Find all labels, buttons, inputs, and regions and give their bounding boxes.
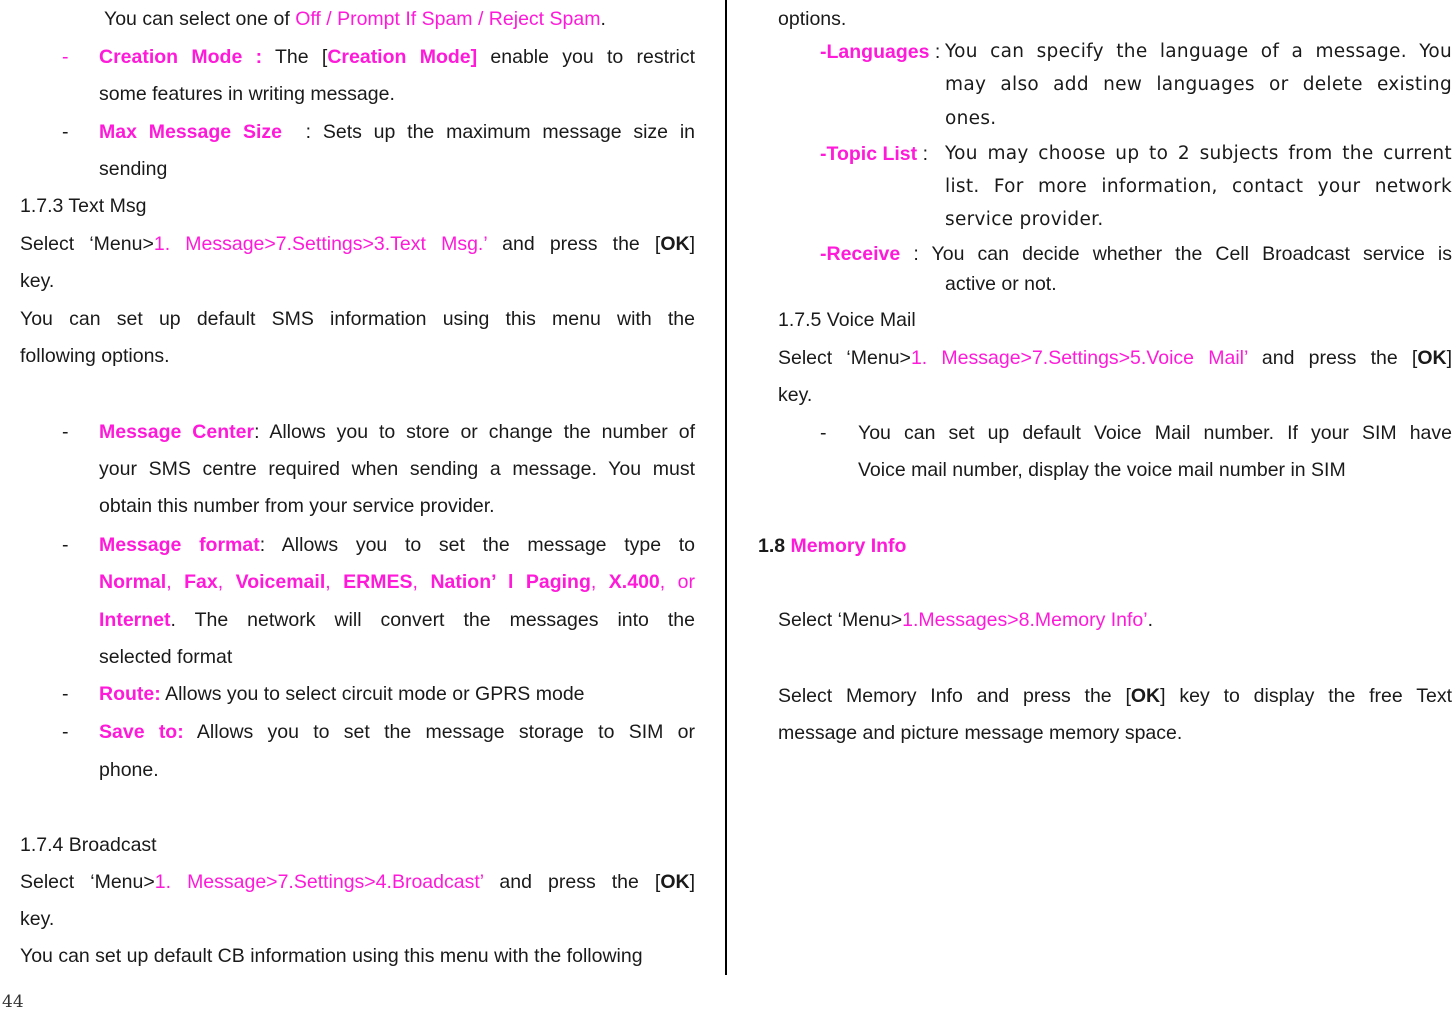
topic-list-line3: service provider. <box>945 209 1104 230</box>
voice-mail-item-line2: Voice mail number, display the voice mail number in SIM <box>858 459 1346 481</box>
broadcast-intro: You can set up default CB information using this menu with the following <box>20 945 643 967</box>
options-text: options. <box>778 8 847 30</box>
list-dash: - <box>820 422 827 444</box>
list-dash: - <box>62 121 69 143</box>
voice-mail-select-line: Select ‘Menu>1. Message>7.Settings>5.Voice Mail’ and press the [OK] <box>778 347 1452 369</box>
list-dash: - <box>62 421 69 443</box>
message-center-line2: your SMS centre required when sending a message. You must <box>99 458 695 480</box>
languages-line1: You can specify the language of a message. You <box>945 41 1452 62</box>
text-msg-intro-line2: following options. <box>20 345 170 367</box>
message-format-line3: Internet. The network will convert the messages into the <box>99 609 695 631</box>
section-heading-18: 1.8 Memory Info <box>758 535 907 557</box>
message-format-types: Normal, Fax, Voicemail, ERMES, Nation’ l Paging, X.400, or <box>99 571 696 593</box>
topic-list-line2: list. For more information, contact your network <box>945 176 1452 197</box>
key-text: key. <box>20 908 55 930</box>
section-heading-174: 1.7.4 Broadcast <box>20 834 157 856</box>
voice-mail-item-line1: You can set up default Voice Mail number. If your SIM have <box>858 422 1452 444</box>
list-dash: - <box>62 534 69 556</box>
section-heading-173: 1.7.3 Text Msg <box>20 195 147 217</box>
list-dash: - <box>62 683 69 705</box>
save-to-item: Save to: Allows you to set the message storage to SIM or <box>99 721 695 743</box>
broadcast-select-line: Select ‘Menu>1. Message>7.Settings>4.Broadcast’ and press the [OK] <box>20 871 695 893</box>
message-center-item: Message Center: Allows you to store or change the number of <box>99 421 695 443</box>
page-number: 44 <box>2 992 24 1012</box>
text-msg-select-line: Select ‘Menu>1. Message>7.Settings>3.Text Msg.’ and press the [OK] <box>20 233 696 255</box>
max-message-size-item: Max Message Size : Sets up the maximum message size in <box>99 121 696 143</box>
message-format-item: Message format: Allows you to set the message type to <box>99 534 696 556</box>
section-heading-175: 1.7.5 Voice Mail <box>778 309 916 331</box>
languages-line3: ones. <box>945 108 997 129</box>
memory-info-select-line: Select ‘Menu>1.Messages>8.Memory Info’. <box>778 609 1154 631</box>
list-dash: - <box>62 46 69 68</box>
languages-term: -Languages : <box>820 41 941 63</box>
languages-line2: may also add new languages or delete existing <box>945 74 1452 95</box>
memory-info-paragraph-line1: Select Memory Info and press the [OK] key to display the free Text <box>778 685 1452 707</box>
topic-list-line1: You may choose up to 2 subjects from the current <box>945 143 1452 164</box>
creation-mode-item: Creation Mode : The [Creation Mode] enable you to restrict <box>99 46 696 68</box>
message-format-line4: selected format <box>99 646 233 668</box>
memory-info-paragraph-line2: message and picture message memory space. <box>778 722 1183 744</box>
receive-item: -Receive : You can decide whether the Cell Broadcast service is <box>820 243 1452 265</box>
route-item: Route: Allows you to select circuit mode or GPRS mode <box>99 683 585 705</box>
receive-line2: active or not. <box>945 273 1057 295</box>
message-center-line3: obtain this number from your service provider. <box>99 495 495 517</box>
text-msg-intro-line1: You can set up default SMS information using this menu with the <box>20 308 695 330</box>
topic-list-term: -Topic List : <box>820 143 928 165</box>
column-divider <box>725 0 727 975</box>
max-message-size-line2: sending <box>99 158 168 180</box>
save-to-line2: phone. <box>99 759 159 781</box>
creation-mode-line2: some features in writing message. <box>99 83 395 105</box>
key-text: key. <box>778 384 813 406</box>
list-dash: - <box>62 721 69 743</box>
spam-options-line: You can select one of Off / Prompt If Spam / Reject Spam. <box>104 8 606 30</box>
key-text: key. <box>20 270 55 292</box>
